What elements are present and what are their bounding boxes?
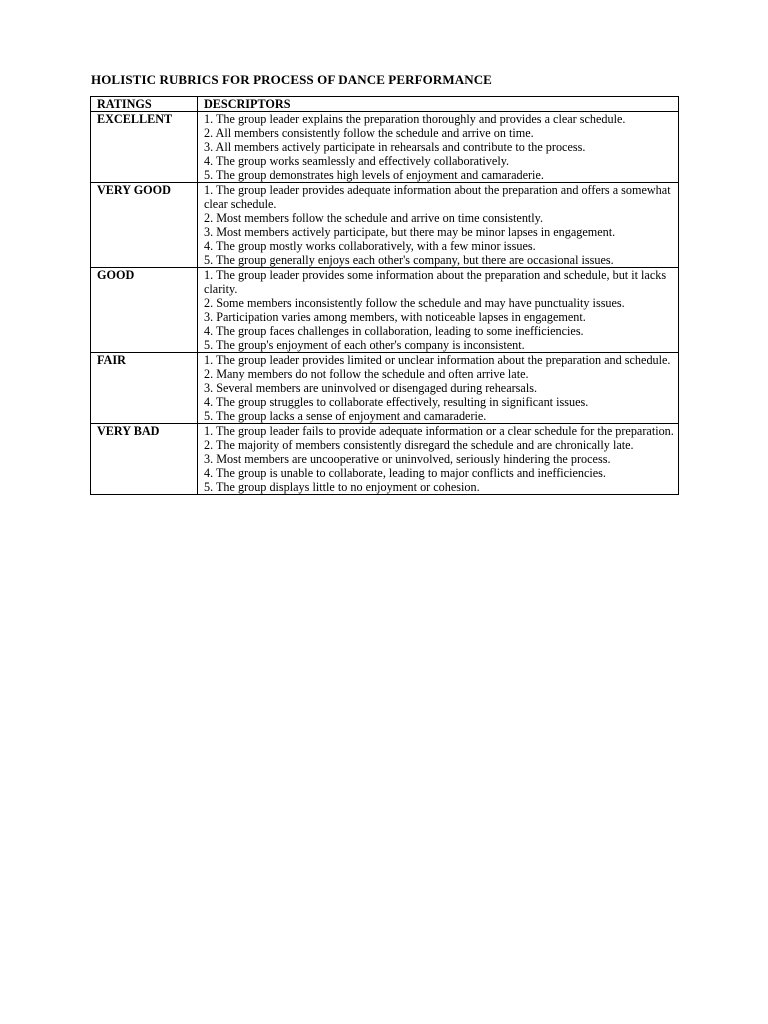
descriptor-item: 4. The group is unable to collaborate, leading to major conflicts and inefficiencies.: [204, 466, 606, 480]
descriptor-item: 5. The group demonstrates high levels of enjoyment and camaraderie.: [204, 168, 544, 182]
descriptor-item: 1. The group leader fails to provide adequate information or a clear schedule for the preparation.: [204, 424, 674, 438]
rubric-table: [90, 96, 679, 495]
descriptor-item: 2. Many members do not follow the schedule and often arrive late.: [204, 367, 529, 381]
descriptors-cell: [198, 183, 679, 268]
descriptor-item: 5. The group displays little to no enjoyment or cohesion.: [204, 480, 480, 494]
descriptor-item: 3. Most members are uncooperative or uninvolved, seriously hindering the process.: [204, 452, 611, 466]
descriptor-item: 3. All members actively participate in rehearsals and contribute to the process.: [204, 140, 586, 154]
descriptor-item: 5. The group's enjoyment of each other's company is inconsistent.: [204, 338, 525, 352]
rating-excellent: EXCELLENT: [91, 112, 198, 183]
descriptor-item: 2. Some members inconsistently follow the schedule and may have punctuality issues.: [204, 296, 625, 310]
descriptor-item: 5. The group generally enjoys each other's company, but there are occasional issues.: [204, 253, 614, 267]
descriptor-item: 1. The group leader provides some information about the preparation and schedule, but it lacks clarity.: [204, 268, 667, 296]
table-row: [91, 268, 679, 353]
descriptor-item: 3. Several members are uninvolved or disengaged during rehearsals.: [204, 381, 538, 395]
descriptor-item: 2. Most members follow the schedule and arrive on time consistently.: [204, 211, 544, 225]
ratings-column-header: RATINGS: [91, 97, 198, 112]
document-title: HOLISTIC RUBRICS FOR PROCESS OF DANCE PERFORMANCE: [91, 72, 492, 87]
rating-good: GOOD: [91, 268, 198, 353]
table-row: [91, 424, 679, 495]
rating-very-good: VERY GOOD: [91, 183, 198, 268]
descriptor-item: 3. Participation varies among members, with noticeable lapses in engagement.: [204, 310, 586, 324]
descriptor-item: 5. The group lacks a sense of enjoyment and camaraderie.: [204, 409, 487, 423]
descriptors-column-header: DESCRIPTORS: [198, 97, 679, 112]
descriptors-cell: [198, 112, 679, 183]
descriptor-item: 1. The group leader explains the preparation thoroughly and provides a clear schedule.: [204, 112, 626, 126]
descriptor-item: 4. The group mostly works collaboratively, with a few minor issues.: [204, 239, 536, 253]
descriptor-item: 4. The group faces challenges in collaboration, leading to some inefficiencies.: [204, 324, 584, 338]
table-header-row: [91, 97, 679, 112]
descriptor-item: 4. The group works seamlessly and effectively collaboratively.: [204, 154, 510, 168]
table-row: [91, 183, 679, 268]
descriptor-item: 4. The group struggles to collaborate effectively, resulting in significant issues.: [204, 395, 589, 409]
table-row: [91, 353, 679, 424]
descriptor-item: 2. All members consistently follow the schedule and arrive on time.: [204, 126, 534, 140]
descriptors-cell: [198, 353, 679, 424]
descriptor-item: 1. The group leader provides limited or unclear information about the preparation and schedule.: [204, 353, 671, 367]
descriptor-item: 1. The group leader provides adequate information about the preparation and offers a somewhat clear schedule.: [204, 183, 671, 211]
rating-very-bad: VERY BAD: [91, 424, 198, 495]
rating-fair: FAIR: [91, 353, 198, 424]
descriptor-item: 3. Most members actively participate, but there may be minor lapses in engagement.: [204, 225, 616, 239]
descriptors-cell: [198, 424, 679, 495]
table-row: [91, 112, 679, 183]
descriptor-item: 2. The majority of members consistently disregard the schedule and are chronically late.: [204, 438, 634, 452]
descriptors-cell: [198, 268, 679, 353]
